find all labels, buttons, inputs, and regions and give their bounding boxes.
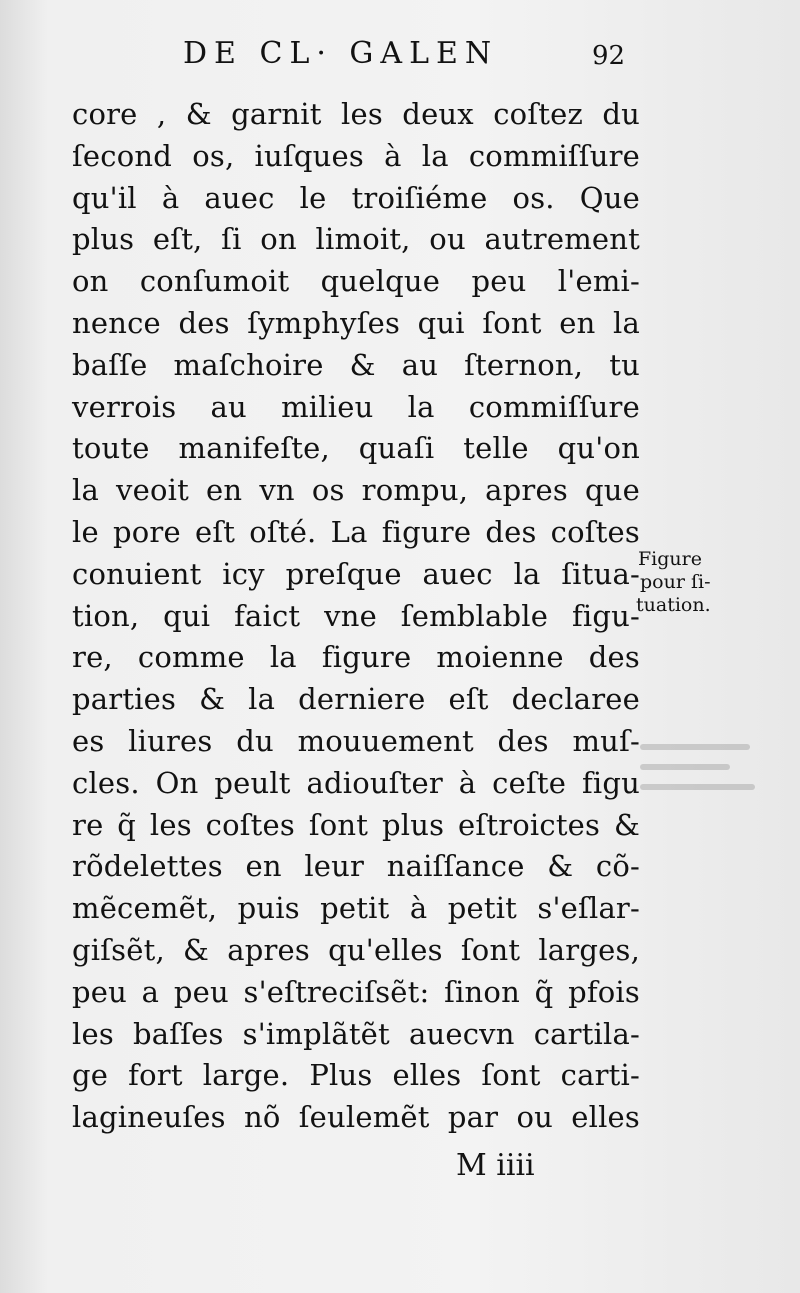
text-line: le pore eſt oſté. La figure des coſtes (72, 514, 640, 549)
text-line: on conſumoit quelque peu l'emi- (72, 264, 640, 299)
text-line: la veoit en vn os rompu, apres que (72, 473, 640, 508)
signature-mark: M iiii (456, 1148, 535, 1183)
text-line: ſecond os, iuſques à la commiſſure (72, 138, 640, 173)
text-line: rõdelettes en leur naiſſance & cõ- (72, 849, 640, 884)
page-number: 92 (592, 41, 626, 71)
text-line: verrois au milieu la commiſſure (72, 389, 640, 424)
text-line: es liures du mouuement des muſ- (72, 723, 640, 758)
text-line: re q̃ les coſtes ſont plus eſtroictes & (72, 807, 640, 842)
text-line: core , & garnit les deux coſtez du (72, 97, 640, 131)
marginal-note (630, 548, 750, 617)
marginal-note-line: Figure (638, 548, 702, 570)
text-line: toute manifeſte, quaſi telle qu'on (72, 431, 640, 466)
text-line: conuient icy preſque auec la ſitua- (72, 556, 640, 591)
text-line: baſſe maſchoire & au ſternon, tu (72, 347, 640, 382)
text-line: nence des ſymphyſes qui ſont en la (72, 305, 640, 340)
text-line: ge fort large. Plus elles ſont carti- (72, 1058, 640, 1093)
text-line: lagineuſes nõ ſeulemẽt par ou elles (72, 1100, 640, 1135)
body-text (72, 94, 640, 1139)
text-line: re, comme la figure moienne des (72, 640, 640, 675)
text-line: tion, qui faict vne ſemblable figu- (72, 598, 640, 633)
text-line: qu'il à auec le troiſiéme os. Que (72, 180, 640, 215)
text-line: les baſſes s'implãtẽt auecvn cartila- (72, 1016, 640, 1051)
text-line: peu a peu s'eſtreciſsẽt: ſinon q̃ pfois (72, 974, 640, 1009)
text-line: mẽcemẽt, puis petit à petit s'eſlar- (72, 891, 640, 926)
text-line: parties & la derniere eſt declaree (72, 682, 640, 717)
text-line: cles. On peult adiouſter à ceſte figu (72, 765, 640, 800)
marginal-note-line: tuation. (636, 594, 711, 616)
text-line: plus eſt, ſi on limoit, ou autrement (72, 222, 640, 257)
show-through-ink (640, 730, 770, 850)
marginal-note-line: pour ſi- (640, 571, 711, 593)
running-title: DE CL· GALEN (183, 36, 499, 71)
text-line: giſsẽt, & apres qu'elles ſont larges, (72, 932, 640, 967)
